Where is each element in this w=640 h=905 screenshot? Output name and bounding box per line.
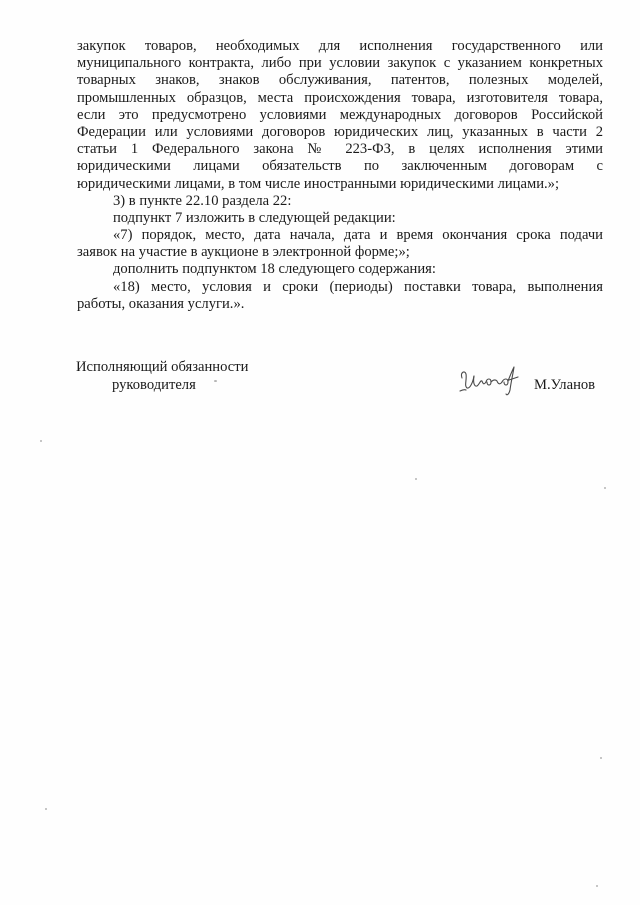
scan-speck: [600, 757, 602, 759]
scan-speck: [596, 885, 598, 887]
text-line: дополнить подпунктом 18 следующего содержания:: [113, 261, 436, 278]
scan-speck: [40, 440, 42, 442]
signer-title-line2: руководителя: [112, 377, 196, 393]
scan-speck: [604, 487, 606, 489]
text-line: юридическими лицами, в том числе иностранными юридическими лицами.»;: [77, 175, 560, 192]
text-line: статьи 1 Федерального закона № 223-ФЗ, в целях исполнения этими: [77, 141, 603, 158]
text-line: «7) порядок, место, дата начала, дата и время окончания срока подачи: [113, 227, 603, 244]
text-line: промышленных образцов, места происхождения товара, изготовителя товара,: [77, 89, 603, 106]
text-line: юридическими лицами обязательств по заключенным договорам с: [77, 158, 603, 175]
text-line: товарных знаков, знаков обслуживания, патентов, полезных моделей,: [77, 72, 603, 89]
text-line: заявок на участие в аукционе в электронной форме;»;: [77, 244, 410, 261]
text-line: подпункт 7 изложить в следующей редакции:: [113, 209, 396, 226]
signer-name: М.Уланов: [534, 377, 596, 393]
document-body: [77, 38, 603, 313]
text-line: если это предусмотрено условиями международных договоров Российской: [77, 106, 603, 123]
scan-speck: [45, 808, 47, 810]
text-line: 3) в пункте 22.10 раздела 22:: [113, 192, 292, 209]
text-line: муниципального контракта, либо при условии закупок с указанием конкретных: [77, 55, 603, 72]
scan-speck: [214, 380, 217, 382]
text-line: закупок товаров, необходимых для исполнения государственного или: [77, 38, 603, 54]
scan-speck: [415, 478, 417, 480]
signer-title-line1: Исполняющий обязанности: [76, 359, 249, 375]
text-line: «18) место, условия и сроки (периоды) поставки товара, выполнения: [113, 278, 603, 295]
handwritten-signature: [456, 364, 522, 398]
text-line: работы, оказания услуги.».: [77, 295, 245, 312]
text-line: Федерации или условиями договоров юридических лиц, указанных в части 2: [77, 123, 603, 140]
